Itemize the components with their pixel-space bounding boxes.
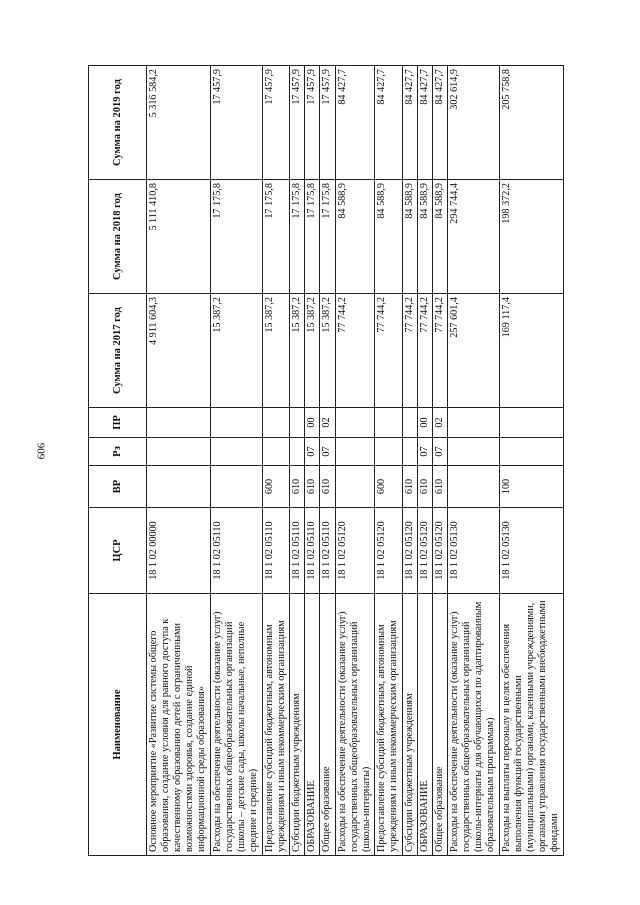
cell-csr: 18 1 02 05110 bbox=[305, 508, 320, 594]
cell-pr bbox=[262, 408, 289, 438]
cell-rz bbox=[290, 438, 305, 466]
cell-csr: 18 1 02 05120 bbox=[402, 508, 417, 594]
cell-vr: 610 bbox=[417, 466, 432, 508]
cell-y2017: 257 601,4 bbox=[448, 294, 500, 408]
cell-y2017: 77 744,2 bbox=[417, 294, 432, 408]
cell-y2019: 17 457,9 bbox=[305, 66, 320, 180]
cell-y2017: 4 911 604,3 bbox=[147, 294, 211, 408]
cell-y2017: 169 117,4 bbox=[500, 294, 564, 408]
header-csr: ЦСР bbox=[89, 508, 147, 594]
cell-rz bbox=[210, 438, 262, 466]
cell-name: ОБРАЗОВАНИЕ bbox=[417, 594, 432, 856]
cell-y2019: 17 457,9 bbox=[320, 66, 335, 180]
cell-vr bbox=[335, 466, 375, 508]
cell-name: ОБРАЗОВАНИЕ bbox=[305, 594, 320, 856]
header-rz: Рз bbox=[89, 438, 147, 466]
cell-name: Субсидии бюджетным учреждениям bbox=[402, 594, 417, 856]
cell-y2017: 77 744,2 bbox=[335, 294, 375, 408]
cell-name: Расходы на обеспечение деятельности (оказание услуг) государственных общеобразовательных организаций (школы – детские сады, школы начальные, неполные средние и средние) bbox=[210, 594, 262, 856]
table-row bbox=[305, 66, 320, 856]
cell-csr: 18 1 02 05120 bbox=[417, 508, 432, 594]
cell-pr bbox=[290, 408, 305, 438]
cell-rz bbox=[448, 438, 500, 466]
cell-y2017: 15 387,2 bbox=[290, 294, 305, 408]
cell-vr: 610 bbox=[290, 466, 305, 508]
cell-y2019: 17 457,9 bbox=[210, 66, 262, 180]
table-row bbox=[433, 66, 448, 856]
header-2018: Сумма на 2018 год bbox=[89, 180, 147, 294]
cell-rz: 07 bbox=[417, 438, 432, 466]
cell-csr: 18 1 02 05120 bbox=[375, 508, 402, 594]
cell-y2018: 84 588,9 bbox=[335, 180, 375, 294]
cell-y2018: 17 175,8 bbox=[305, 180, 320, 294]
cell-rz bbox=[402, 438, 417, 466]
cell-name: Общее образование bbox=[320, 594, 335, 856]
page-number: 909 bbox=[34, 442, 47, 460]
cell-vr: 600 bbox=[262, 466, 289, 508]
cell-name: Основное мероприятие «Развитие системы общего образования, создание условия для равного доступа к качественному образованию детей с ограниченными возможностями здоровья, создание единой информационной среды образования» bbox=[147, 594, 211, 856]
cell-csr: 18 1 02 05120 bbox=[335, 508, 375, 594]
cell-y2018: 17 175,8 bbox=[210, 180, 262, 294]
cell-y2018: 84 588,9 bbox=[402, 180, 417, 294]
cell-y2019: 205 758,8 bbox=[500, 66, 564, 180]
cell-y2017: 15 387,2 bbox=[305, 294, 320, 408]
cell-csr: 18 1 02 05110 bbox=[210, 508, 262, 594]
cell-rz: 07 bbox=[305, 438, 320, 466]
cell-csr: 18 1 02 05120 bbox=[433, 508, 448, 594]
cell-y2018: 84 588,9 bbox=[417, 180, 432, 294]
cell-y2018: 84 588,9 bbox=[433, 180, 448, 294]
cell-y2018: 84 588,9 bbox=[375, 180, 402, 294]
table-row bbox=[375, 66, 402, 856]
cell-csr: 18 1 02 05110 bbox=[262, 508, 289, 594]
cell-vr bbox=[448, 466, 500, 508]
table-row bbox=[320, 66, 335, 856]
header-2019: Сумма на 2019 год bbox=[89, 66, 147, 180]
cell-y2019: 84 427,7 bbox=[433, 66, 448, 180]
table-body bbox=[147, 66, 564, 856]
cell-y2019: 84 427,7 bbox=[417, 66, 432, 180]
table-row bbox=[210, 66, 262, 856]
cell-y2018: 17 175,8 bbox=[290, 180, 305, 294]
cell-y2018: 17 175,8 bbox=[320, 180, 335, 294]
cell-name: Расходы на обеспечение деятельности (оказание услуг) государственных общеобразовательных организаций (школы-интернаты) bbox=[335, 594, 375, 856]
cell-pr bbox=[402, 408, 417, 438]
cell-y2018: 198 372,2 bbox=[500, 180, 564, 294]
cell-rz bbox=[500, 438, 564, 466]
table-row bbox=[335, 66, 375, 856]
cell-pr: 00 bbox=[305, 408, 320, 438]
cell-name: Расходы на выплаты персоналу в целях обеспечения выполнения функций государственными (муниципальными) органами, казенными учреждениями, органами управления государственными внебюджетными фондами bbox=[500, 594, 564, 856]
cell-rz bbox=[262, 438, 289, 466]
cell-pr bbox=[147, 408, 211, 438]
cell-csr: 18 1 02 05110 bbox=[320, 508, 335, 594]
cell-rz bbox=[375, 438, 402, 466]
header-2017: Сумма на 2017 год bbox=[89, 294, 147, 408]
table-row bbox=[448, 66, 500, 856]
cell-vr: 600 bbox=[375, 466, 402, 508]
cell-y2019: 5 316 584,2 bbox=[147, 66, 211, 180]
cell-vr bbox=[147, 466, 211, 508]
cell-y2017: 15 387,2 bbox=[262, 294, 289, 408]
table-header-row bbox=[89, 66, 147, 856]
table-row bbox=[147, 66, 211, 856]
cell-vr: 610 bbox=[305, 466, 320, 508]
cell-pr bbox=[500, 408, 564, 438]
rotated-table-container bbox=[88, 66, 564, 856]
cell-y2019: 17 457,9 bbox=[290, 66, 305, 180]
cell-y2017: 15 387,2 bbox=[320, 294, 335, 408]
cell-pr: 02 bbox=[320, 408, 335, 438]
cell-csr: 18 1 02 05130 bbox=[448, 508, 500, 594]
cell-csr: 18 1 02 00000 bbox=[147, 508, 211, 594]
cell-vr: 610 bbox=[320, 466, 335, 508]
table-row bbox=[262, 66, 289, 856]
cell-vr: 100 bbox=[500, 466, 564, 508]
cell-name: Субсидии бюджетным учреждениям bbox=[290, 594, 305, 856]
cell-y2017: 77 744,2 bbox=[375, 294, 402, 408]
header-vr: ВР bbox=[89, 466, 147, 508]
table-row bbox=[417, 66, 432, 856]
cell-csr: 18 1 02 05110 bbox=[290, 508, 305, 594]
budget-table bbox=[88, 65, 564, 856]
table-row bbox=[290, 66, 305, 856]
cell-pr: 02 bbox=[433, 408, 448, 438]
cell-name: Общее образование bbox=[433, 594, 448, 856]
cell-y2019: 17 457,9 bbox=[262, 66, 289, 180]
cell-pr bbox=[210, 408, 262, 438]
cell-pr bbox=[335, 408, 375, 438]
cell-vr: 610 bbox=[402, 466, 417, 508]
cell-rz bbox=[335, 438, 375, 466]
cell-y2019: 302 614,9 bbox=[448, 66, 500, 180]
header-name: Наименование bbox=[89, 594, 147, 856]
cell-y2017: 77 744,2 bbox=[433, 294, 448, 408]
header-pr: ПР bbox=[89, 408, 147, 438]
cell-rz: 07 bbox=[320, 438, 335, 466]
table-row bbox=[500, 66, 564, 856]
cell-pr bbox=[448, 408, 500, 438]
cell-rz: 07 bbox=[433, 438, 448, 466]
table-row bbox=[402, 66, 417, 856]
cell-y2018: 294 744,4 bbox=[448, 180, 500, 294]
cell-y2018: 5 111 410,8 bbox=[147, 180, 211, 294]
cell-pr: 00 bbox=[417, 408, 432, 438]
cell-vr bbox=[210, 466, 262, 508]
cell-y2019: 84 427,7 bbox=[335, 66, 375, 180]
cell-vr: 610 bbox=[433, 466, 448, 508]
cell-csr: 18 1 02 05130 bbox=[500, 508, 564, 594]
cell-name: Предоставление субсидий бюджетным, автономным учреждениям и иным некоммерческим организациям bbox=[375, 594, 402, 856]
cell-y2019: 84 427,7 bbox=[375, 66, 402, 180]
cell-pr bbox=[375, 408, 402, 438]
cell-y2017: 15 387,2 bbox=[210, 294, 262, 408]
cell-y2017: 77 744,2 bbox=[402, 294, 417, 408]
cell-rz bbox=[147, 438, 211, 466]
cell-name: Расходы на обеспечение деятельности (оказание услуг) государственных общеобразовательных организаций (школы-интернаты для обучающихся по адаптированным образовательным программам) bbox=[448, 594, 500, 856]
cell-y2018: 17 175,8 bbox=[262, 180, 289, 294]
cell-name: Предоставление субсидий бюджетным, автономным учреждениям и иным некоммерческим организациям bbox=[262, 594, 289, 856]
cell-y2019: 84 427,7 bbox=[402, 66, 417, 180]
